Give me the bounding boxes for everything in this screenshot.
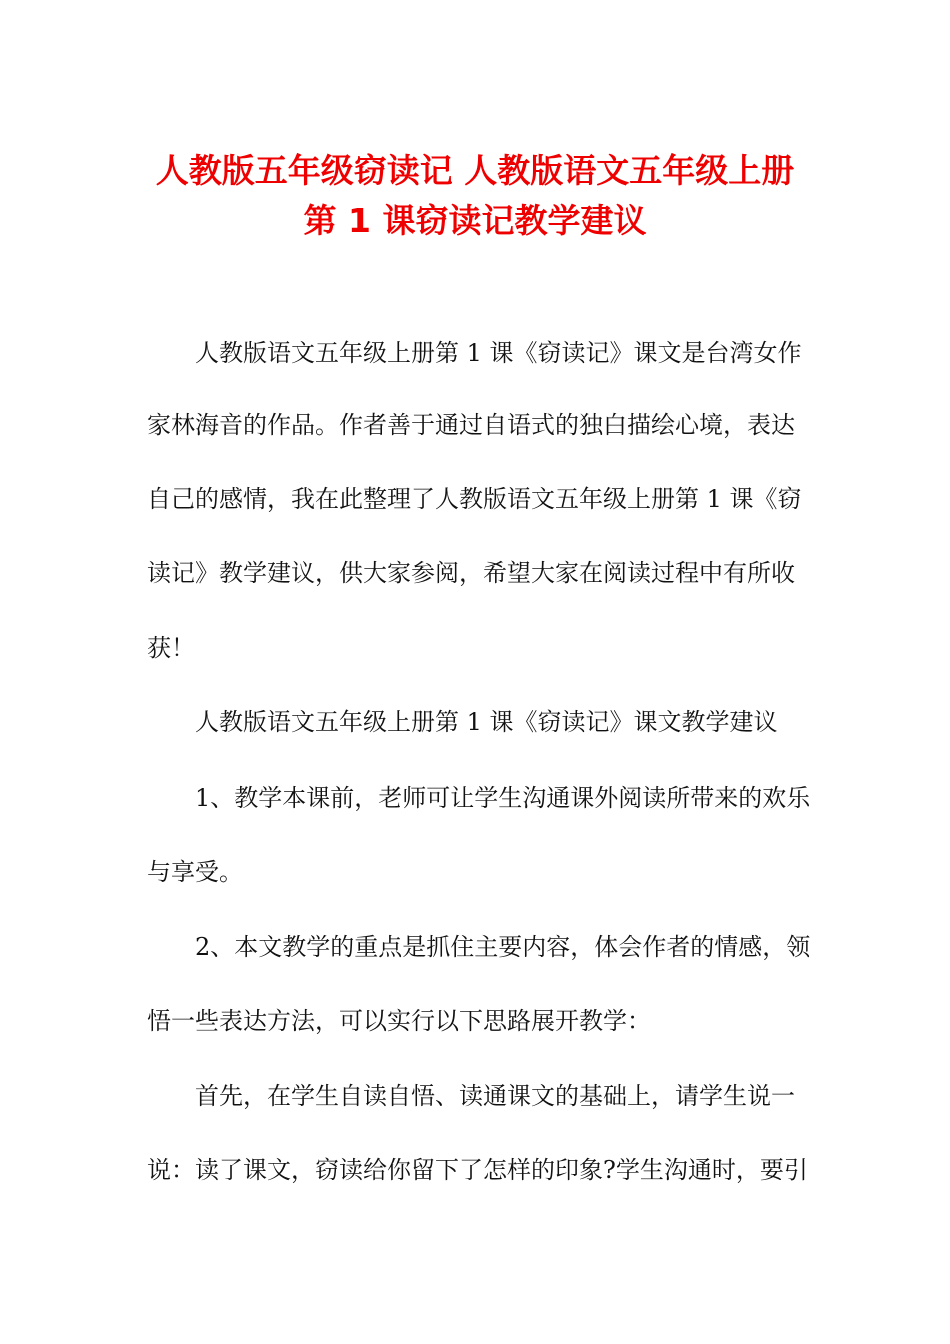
text-line: 悟一些表达方法，可以实行以下思路展开教学： xyxy=(147,1007,651,1035)
text-line: 自己的感情，我在此整理了人教版语文五年级上册第 1 课《窃 xyxy=(147,485,802,513)
text-line: 人教版语文五年级上册第 1 课《窃读记》课文是台湾女作 xyxy=(195,339,802,367)
text-line: 读记》教学建议，供大家参阅，希望大家在阅读过程中有所收 xyxy=(147,559,795,587)
text-line: 1、教学本课前，老师可让学生沟通课外阅读所带来的欢乐 xyxy=(195,784,811,812)
text-line: 2、本文教学的重点是抓住主要内容，体会作者的情感，领 xyxy=(195,933,811,961)
text-line: 获！ xyxy=(147,634,195,662)
text-line: 首先，在学生自读自悟、读通课文的基础上，请学生说一 xyxy=(195,1082,795,1110)
text-line: 家林海音的作品。作者善于通过自语式的独白描绘心境，表达 xyxy=(147,411,795,439)
text-line: 人教版语文五年级上册第 1 课《窃读记》课文教学建议 xyxy=(195,708,778,736)
text-line: 说：读了课文，窃读给你留下了怎样的印象?学生沟通时，要引 xyxy=(147,1156,808,1184)
document-title-line-2: 第 1 课窃读记教学建议 xyxy=(303,201,647,240)
text-line: 与享受。 xyxy=(147,858,243,886)
document-title-line-1: 人教版五年级窃读记 人教版语文五年级上册 xyxy=(155,151,795,190)
